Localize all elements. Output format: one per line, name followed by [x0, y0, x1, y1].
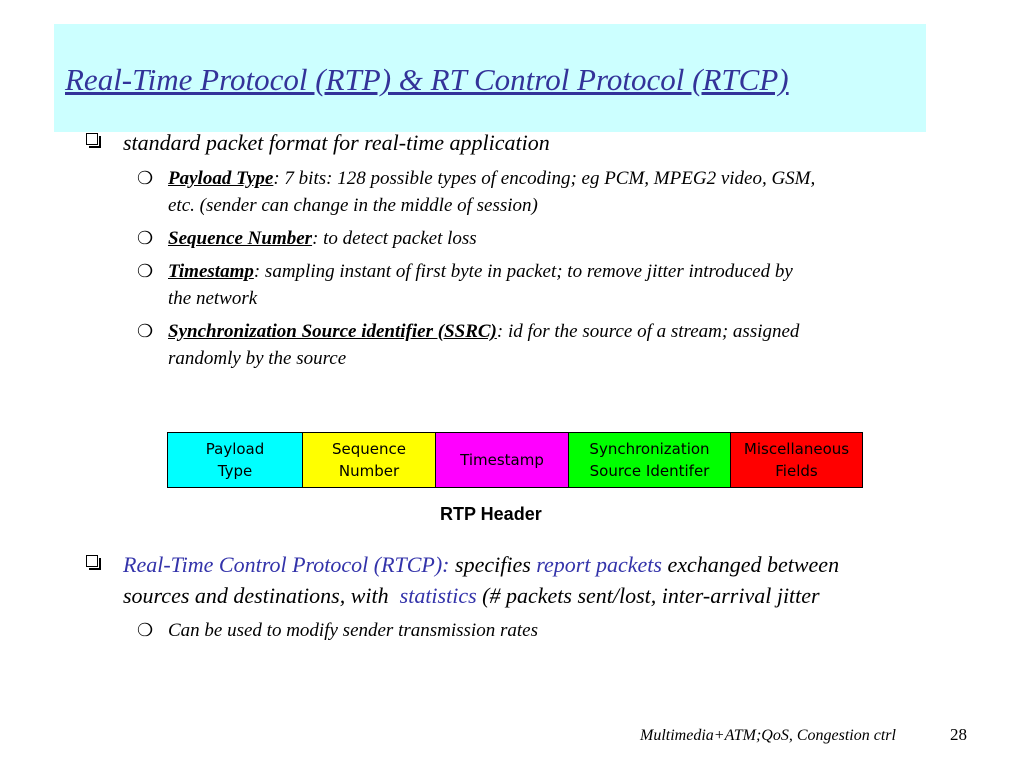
- text-fragment: specifies: [449, 552, 537, 577]
- field-label-line2: Source Identifer: [589, 462, 710, 480]
- field-label-line1: Synchronization: [589, 440, 710, 458]
- header-field-misc: [731, 433, 862, 487]
- square-bullet-icon: [86, 555, 98, 567]
- bullet-text: standard packet format for real-time application: [123, 130, 550, 155]
- report-packets-term: report packets: [536, 552, 662, 577]
- text-fragment: exchanged between: [661, 552, 840, 577]
- term-label: Payload Type: [168, 168, 274, 189]
- sub-item-payload-type: [168, 168, 815, 190]
- circle-bullet-icon: ❍: [137, 228, 154, 249]
- field-label-line2: Number: [338, 462, 400, 480]
- rtp-header-diagram: [167, 432, 863, 488]
- field-label-line2: Type: [217, 462, 253, 480]
- header-field-sequence-number: [303, 433, 436, 487]
- sub-item-continuation: randomly by the source: [168, 348, 347, 369]
- footer-text: Multimedia+ATM;QoS, Congestion ctrl: [640, 727, 896, 744]
- text-fragment: sources and destinations, with: [123, 583, 395, 608]
- header-field-timestamp: [436, 433, 569, 487]
- text-fragment: (# packets sent/lost, inter-arrival jitter: [476, 583, 820, 608]
- circle-bullet-icon: ❍: [137, 620, 154, 641]
- term-label: Synchronization Source identifier (SSRC): [168, 321, 497, 342]
- circle-bullet-icon: ❍: [137, 261, 154, 282]
- field-label-line2: Fields: [775, 462, 818, 480]
- statistics-term: statistics: [394, 583, 477, 608]
- circle-bullet-icon: ❍: [137, 168, 154, 189]
- page-number: 28: [950, 725, 967, 744]
- field-label-line1: Payload: [205, 440, 265, 458]
- field-label-line1: Sequence: [332, 440, 406, 458]
- term-description: : id for the source of a stream; assigned: [496, 321, 800, 342]
- header-field-payload-type: [168, 433, 303, 487]
- diagram-caption: RTP Header: [440, 504, 542, 524]
- header-field-ssrc: [569, 433, 731, 487]
- term-label: Timestamp: [168, 261, 254, 282]
- sub-item-sequence-number: [168, 228, 477, 250]
- bullet-text-rtcp: [123, 552, 839, 578]
- sub-item-timestamp: [168, 261, 793, 283]
- sub-item-continuation: the network: [168, 288, 258, 309]
- term-description: : sampling instant of first byte in packet; to remove jitter introduced by: [253, 261, 793, 282]
- slide-title: Real-Time Protocol (RTP) & RT Control Protocol (RTCP): [65, 62, 789, 97]
- term-description: : to detect packet loss: [312, 228, 477, 249]
- circle-bullet-icon: ❍: [137, 321, 154, 342]
- sub-item-continuation: etc. (sender can change in the middle of session): [168, 195, 538, 216]
- bullet-text-rtcp-line2: [123, 583, 820, 609]
- rtcp-term: Real-Time Control Protocol (RTCP):: [123, 552, 450, 577]
- sub-item-rtcp: Can be used to modify sender transmission rates: [168, 620, 538, 641]
- field-label-line1: Miscellaneous: [743, 440, 850, 458]
- sub-item-ssrc: [168, 321, 799, 343]
- term-description: : 7 bits: 128 possible types of encoding; eg PCM, MPEG2 video, GSM,: [273, 168, 816, 189]
- term-label: Sequence Number: [168, 228, 313, 249]
- field-label-line1: Timestamp: [460, 451, 544, 469]
- square-bullet-icon: [86, 133, 98, 145]
